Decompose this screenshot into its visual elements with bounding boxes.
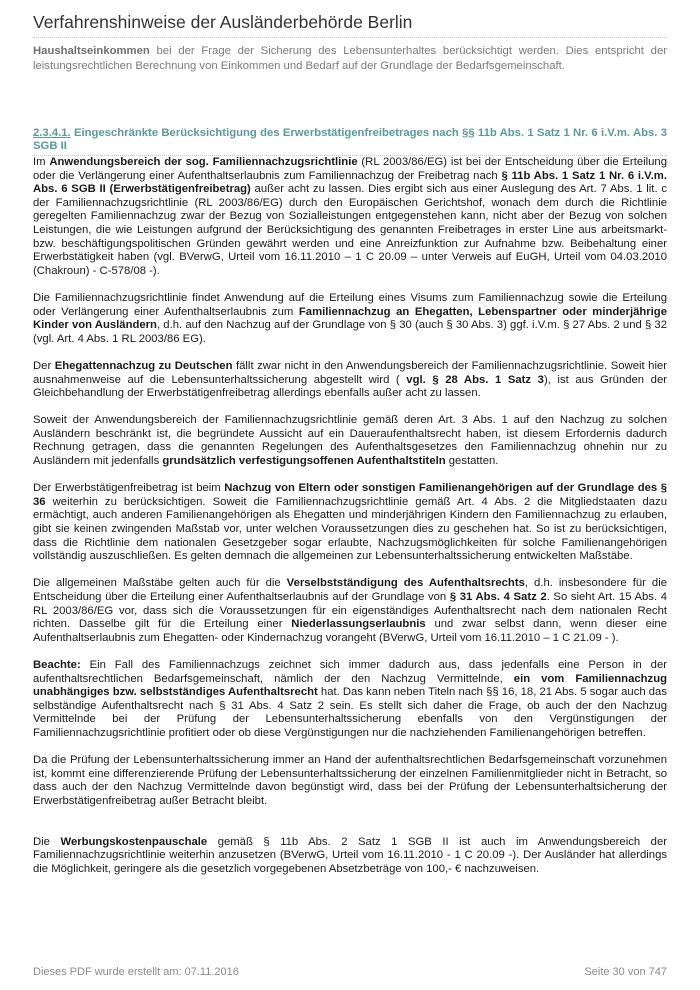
text-run: Die: [33, 835, 61, 848]
text-run: Im: [33, 156, 50, 168]
text-run: und zwar selbst dann, wenn dieser eine Aufenthaltserlaubnis zum Ehegatten- oder Kindernachzug vorangeht (BVerwG, Urteil vom 16.11.2010 – 1 C 21.09 - ).: [33, 618, 667, 644]
intro-text: bei der Frage der Sicherung des Lebensunterhaltes berücksichtigt werden. Dies entspricht der leistungsrechtlichen Berechnung von Einkommen und Bedarf auf der Grundlage der Bedarfsgemeinschaft.: [33, 45, 667, 72]
text-run: Die Familiennachzugsrichtlinie findet Anwendung auf die Erteilung eines Visums zum Familiennachzug sowie die Erteilung oder Verlängerung einer Aufenthaltserlaubnis zum: [33, 291, 667, 318]
text-run: Die allgemeinen Maßstäbe gelten auch für die: [33, 577, 287, 590]
text-run: Der: [33, 359, 55, 372]
page-title: Verfahrenshinweise der Ausländerbehörde Berlin: [33, 12, 667, 38]
text-run: , d.h. auf den Nachzug auf der Grundlage von § 30 (auch § 30 Abs. 3) ggf. i.V.m. § 27 Abs. 2 und § 32 (vgl. Art. 4 Abs. 1 RL 2003/86 EG).: [33, 319, 667, 345]
section-title: Eingeschränkte Berücksichtigung des Erwerbstätigenfreibetrages nach §§ 11b Abs. 1 Satz 1 Nr. 6 i.V.m. Abs. 3 SGB II: [33, 127, 667, 152]
footer-page-number: Seite 30 von 747: [584, 966, 667, 978]
intro-bold: Haushaltseinkommen: [33, 45, 150, 57]
text-run: . So sieht Art. 15 Abs. 4 RL 2003/86/EG vor, dass sich die Voraussetzungen für ein eigenständiges Aufenthaltsrecht nach dem nationalen Recht richten. Dasselbe gilt für die Erteilung einer: [33, 591, 667, 631]
text-run: , d.h. insbesondere für die Entscheidung über die Erteilung einer Aufenthaltserlaubnis auf der Grundlage von: [33, 577, 667, 603]
paragraph-household-check: [33, 754, 667, 808]
content-body: [33, 156, 667, 890]
text-run: (RL 2003/86/EG) ist bei der Entscheidung über die Erteilung oder die Verlängerung einer Aufenthaltserlaubnis zum Familiennachzug der Freibetrag nach: [33, 156, 667, 182]
section-heading: [33, 127, 667, 156]
text-run: weiterhin zu berücksichtigen. Soweit die Familiennachzugsrichtlinie gemäß Art. 4 Abs. 2 die Mitgliedstaaten dazu ermächtigt, auch anderen Familienangehörigen als Ehegatten und minderjährigen Kindern den Familiennachzug zu erlauben, gibt sie keinen zwingenden Maßstab vor, unter welchen Voraussetzungen dies zu geschehen hat. So ist zu berücksichtigen, dass die Richtlinie dem nationalen Gesetzgeber sogar erlaubte, Nachzugsmöglichkeiten für solche Familienangehörigen vollständig auszuschließen. Es gelten demnach die allgemeinen zur Lebensunterhaltssicherung entwickelten Maßstäbe.: [33, 495, 667, 563]
bold-phrase: Niederlassungserlaubnis: [291, 618, 426, 631]
bold-phrase: Anwendungsbereich der sog. Familiennachzugsrichtlinie: [49, 156, 358, 168]
paragraph-expense-allowance: [33, 836, 667, 877]
paragraph-independence: [33, 577, 667, 645]
text-run: gestatten.: [445, 455, 499, 468]
text-run: Der Erwerbstätigenfreibetrag ist beim: [33, 482, 225, 495]
text-run: Soweit der Anwendungsbereich der Familiennachzugsrichtlinie gemäß deren Art. 3 Abs. 1 auf den Nachzug zu solchen Ausländern beschränkt ist, die begründete Aussicht auf ein Daueraufenthaltsrecht haben, ist diesem Erfordernis dadurch Rechnung getragen, dass die genannten Regelungen des Aufenthaltsgesetzes den Familiennachzug ohnehin nur zu Ausländern mit jedenfalls: [33, 414, 667, 468]
intro-paragraph: [33, 44, 667, 74]
text-run: fällt zwar nicht in den Anwendungsbereich der Familiennachzugsrichtlinie. Soweit hier ausnahmenweise auf die Lebensunterhaltssicherung abgestellt wird (: [33, 359, 667, 386]
section-number-link[interactable]: 2.3.4.1.: [33, 127, 71, 139]
bold-phrase: ein vom Familiennachzug unabhängiges bzw. selbstständiges Aufenthaltsrecht: [33, 672, 667, 699]
text-run: Da die Prüfung der Lebensunterhaltssicherung immer an Hand der aufenthaltsrechtlichen Bedarfsgemeinschaft vorzunehmen ist, kommt eine differenzierende Prüfung der Lebensunterhaltssicherung der einzelnen Familienmitglieder nicht in Betracht, so dass auch der den Nachzug Vermittelnde davon begünstigt wird, dass bei der Prüfung der Lebensunterhaltsicherung der Erwerbstätigenfreibetrag außer Betracht bleibt.: [33, 754, 667, 807]
text-run: Ein Fall des Familiennachzugs zeichnet sich immer dadurch aus, dass jedenfalls eine Person in der aufenthaltsrechtlichen Bedarfsgemeinschaft, nämlich der den Nachzug Vermittelnde,: [33, 658, 667, 685]
bold-phrase: § 31 Abs. 4 Satz 2: [449, 591, 547, 603]
paragraph-parents-relatives: [33, 482, 667, 564]
paragraph-directive-scope: [33, 292, 667, 346]
text-run: ), ist aus Gründen der Gleichbehandlung der Erwerbstätigenfreibetrag allerdings ebenfalls außer acht zu lassen.: [33, 373, 667, 400]
text-run: gemäß § 11b Abs. 2 Satz 1 SGB II ist auch im Anwendungsbereich der Familiennachzugsrichtlinie weiterhin anzusetzen (BVerwG, Urteil vom 16.11.2010 - 1 C 20.09 -). Der Ausländer hat allerdings die Möglichkeit, geringere als die gesetzlich vorgegebenen Absetzbeträge von 100,- € nachzuweisen.: [33, 835, 667, 875]
paragraph-spouse-germans: [33, 360, 667, 401]
text-run: hat. Das kann neben Titeln nach §§ 16, 18, 21 Abs. 5 sogar auch das selbständige Aufenthaltsrecht nach § 31 Abs. 4 Satz 2 sein. Es stellt sich daher die Frage, ob auch der den Nachzug Vermittelnde bei der Prüfung der Lebensunterhaltssicherung ebenfalls von den Vergünstigungen der Familiennachzugsrichtlinie profitiert oder ob diese Vergünstigungen nur die nachziehenden Familienangehörigen betreffen.: [33, 686, 667, 739]
paragraph-note: [33, 659, 667, 741]
footer-created-date: Dieses PDF wurde erstellt am: 07.11.2016: [33, 966, 239, 978]
bold-phrase: Familiennachzug an Ehegatten, Lebenspartner oder minderjährige Kinder von Ausländern: [33, 305, 667, 332]
paragraph-application-scope: [33, 156, 667, 278]
bold-phrase: Werbungskostenpauschale: [60, 835, 208, 848]
bold-phrase: Ehegattennachzug zu Deutschen: [54, 359, 233, 372]
bold-phrase: Nachzug von Eltern oder sonstigen Familienangehörigen auf der Grundlage des § 36: [33, 482, 667, 508]
paragraph-residence-restriction: [33, 414, 667, 468]
bold-phrase: Verselbstständigung des Aufenthaltsrechts: [286, 577, 525, 590]
bold-phrase: Beachte:: [33, 658, 81, 671]
text-run: außer acht zu lassen. Dies ergibt sich aus einer Auslegung des Art. 7 Abs. 1 lit. c der Familiennachzugsrichtlinie (RL 2003/86/EG) durch den Europäischen Gerichtshof, wonach dem durch die Richtlinie geregelten Familiennachzug zwar der Bezug von Sozialleistungen entgegenstehen kann, nicht aber der Bezug von solchen Leistungen, die wie Leistungen aufgrund der Berücksichtigung des genannten Freibetrages in erster Line aus arbeitsmarkt- bzw. beschäftigungspolitischen Gründen gewährt werden und eine Anreizfunktion zur Aufnahme bzw. Beibehaltung einer Erwerbstätigkeit haben (vgl. BVerwG, Urteil vom 16.11.2010 – 1 C 20.09 – unter Verweis auf EuGH, Urteil vom 04.03.2010 (Chakroun) - C-578/08 -).: [33, 183, 667, 277]
bold-phrase: § 11b Abs. 1 Satz 1 Nr. 6 i.V.m. Abs. 6 SGB II (Erwerbstätigenfreibetrag): [33, 169, 667, 196]
bold-phrase: vgl. § 28 Abs. 1 Satz 3: [406, 373, 544, 386]
bold-phrase: grundsätzlich verfestigungsoffenen Aufenthaltstiteln: [162, 455, 446, 468]
